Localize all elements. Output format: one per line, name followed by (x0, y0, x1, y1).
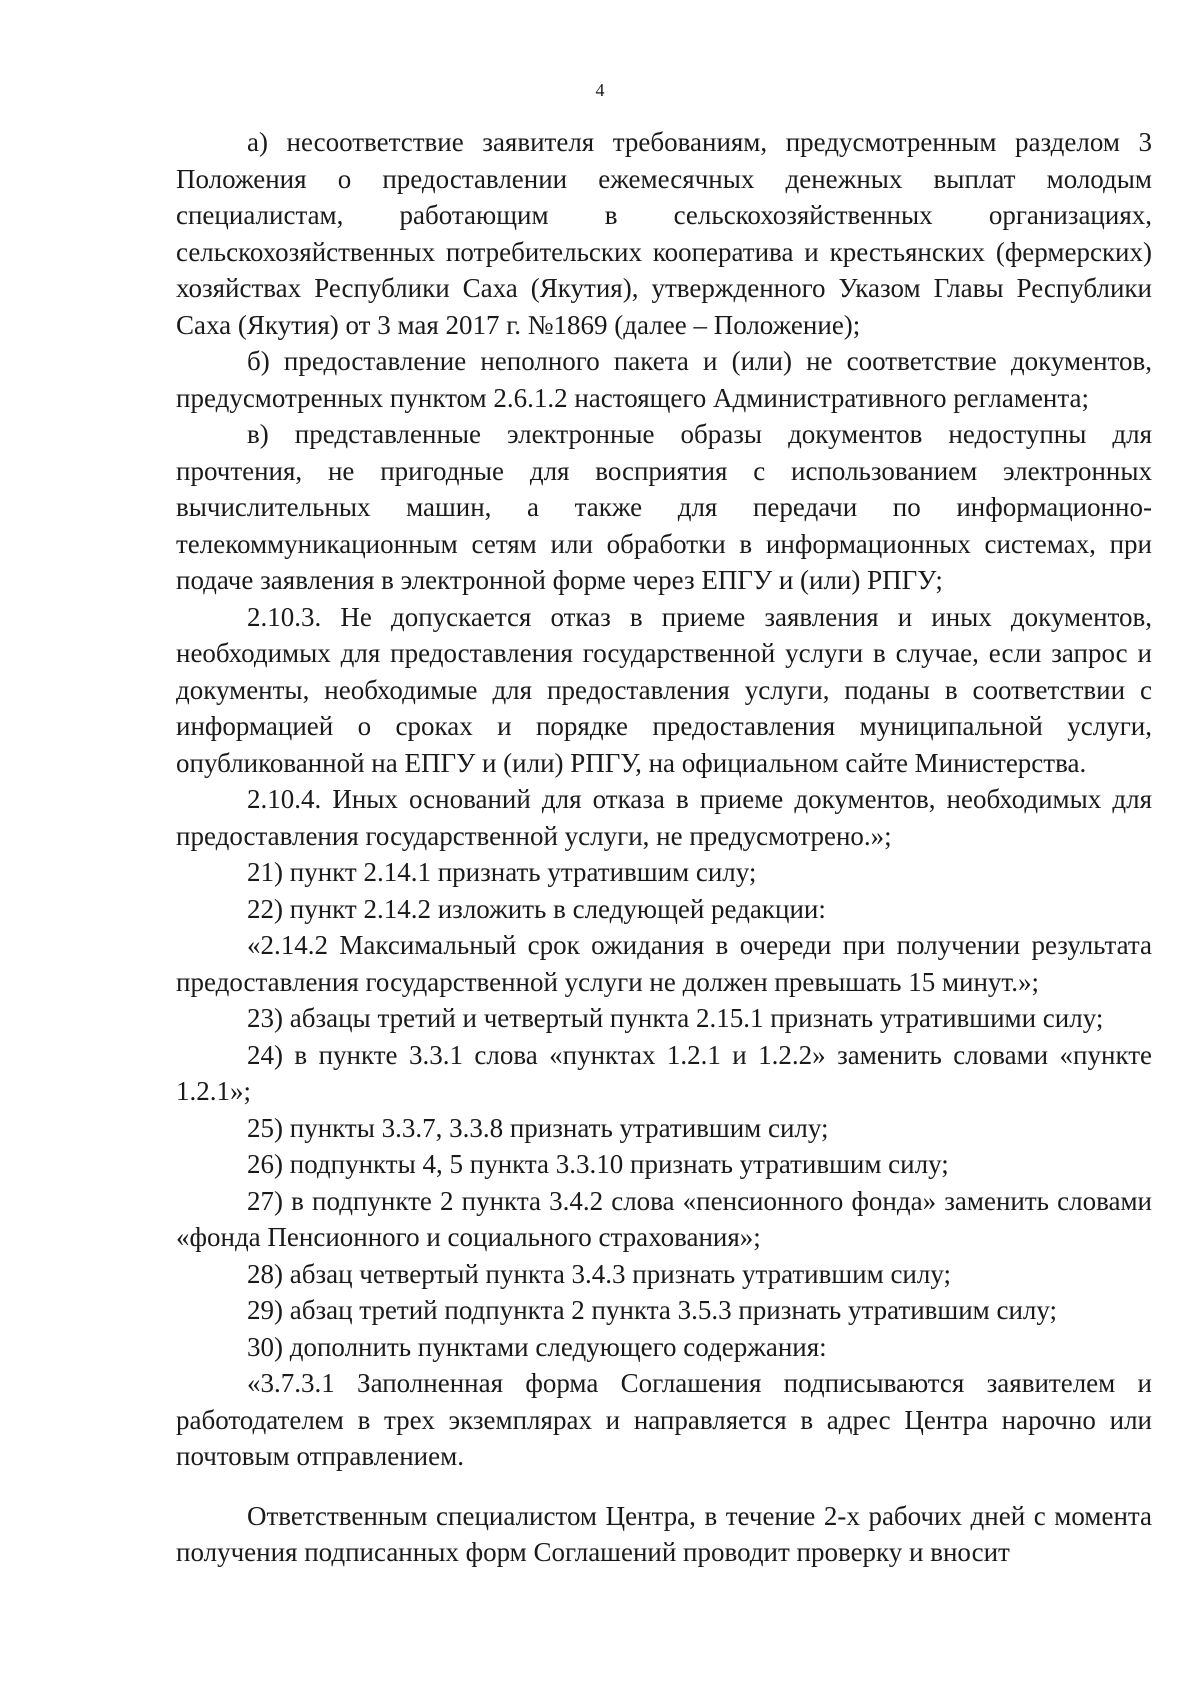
item-25: 25) пункты 3.3.7, 3.3.8 признать утратившим силу; (247, 1112, 829, 1143)
item-21: 21) пункт 2.14.1 признать утратившим силу; (247, 857, 757, 887)
document-body (176, 124, 1152, 1571)
paragraph-b-incomplete-package: б) предоставление неполного пакета и (или) не соответствие документов, предусмотренных пунктом 2.6.1.2 настоящего Административного регламента; (176, 346, 1152, 413)
item-23: 23) абзацы третий и четвертый пункта 2.15.1 признать утратившими силу; (247, 1003, 1104, 1033)
item-28: 28) абзац четвертый пункта 3.4.3 признать утратившим силу; (247, 1258, 952, 1289)
paragraph-responsible-specialist: Ответственным специалистом Центра, в течение 2-х рабочих дней с момента получения подписанных форм Соглашений проводит проверку и вносит (176, 1500, 1152, 1567)
paragraph-c-electronic-images: в) представленные электронные образы документов недоступны для прочтения, не пригодные для восприятия с использованием электронных вычислительных машин, а также для передачи по информационно-телекоммуникационным сетям или обработки в информационных системах, при подаче заявления в электронной форме через ЕПГУ и (или) РПГУ; (176, 419, 1152, 595)
item-22: 22) пункт 2.14.2 изложить в следующей редакции: (247, 893, 826, 924)
quote-3-7-3-1: «3.7.3.1 Заполненная форма Соглашения подписываются заявителем и работодателем в трех экземплярах и направляется в адрес Центра нарочно или почтовым отправлением. (176, 1368, 1152, 1471)
paragraph-2-10-4: 2.10.4. Иных оснований для отказа в приеме документов, необходимых для предоставления государственной услуги, не предусмотрено.»; (176, 784, 1152, 851)
item-30: 30) дополнить пунктами следующего содержания: (247, 1331, 827, 1362)
item-27: 27) в подпункте 2 пункта 3.4.2 слова «пенсионного фонда» заменить словами «фонда Пенсионного и социального страхования»; (176, 1185, 1152, 1252)
item-29: 29) абзац третий подпункта 2 пункта 3.5.3 признать утратившим силу; (247, 1295, 1058, 1325)
paragraph-2-10-3: 2.10.3. Не допускается отказ в приеме заявления и иных документов, необходимых для предоставления государственной услуги в случае, если запрос и документы, необходимые для предоставления услуги, поданы в соответствии с информацией о сроках и порядке предоставления муниципальной услуги, опубликованной на ЕПГУ и (или) РПГУ, на официальном сайте Министерства. (176, 601, 1152, 778)
paragraph-a-noncompliance: а) несоответствие заявителя требованиям, предусмотренным разделом 3 Положения о предоставлении ежемесячных денежных выплат молодым специалистам, работающим в сельскохозяйственных организациях, сельскохозяйственных потребительских кооператива и крестьянских (фермерских) хозяйствах Республики Саха (Якутия), утвержденного Указом Главы Республики Саха (Якутия) от 3 мая 2017 г. №1869 (далее – Положение); (176, 127, 1152, 340)
item-26: 26) подпункты 4, 5 пункта 3.3.10 признать утратившим силу; (247, 1149, 949, 1179)
quote-2-14-2: «2.14.2 Максимальный срок ожидания в очереди при получении результата предоставления государственной услуги не должен превышать 15 минут.»; (176, 930, 1152, 997)
page-number: 4 (595, 80, 605, 100)
item-24: 24) в пункте 3.3.1 слова «пунктах 1.2.1 и 1.2.2» заменить словами «пункте 1.2.1»; (176, 1039, 1152, 1106)
